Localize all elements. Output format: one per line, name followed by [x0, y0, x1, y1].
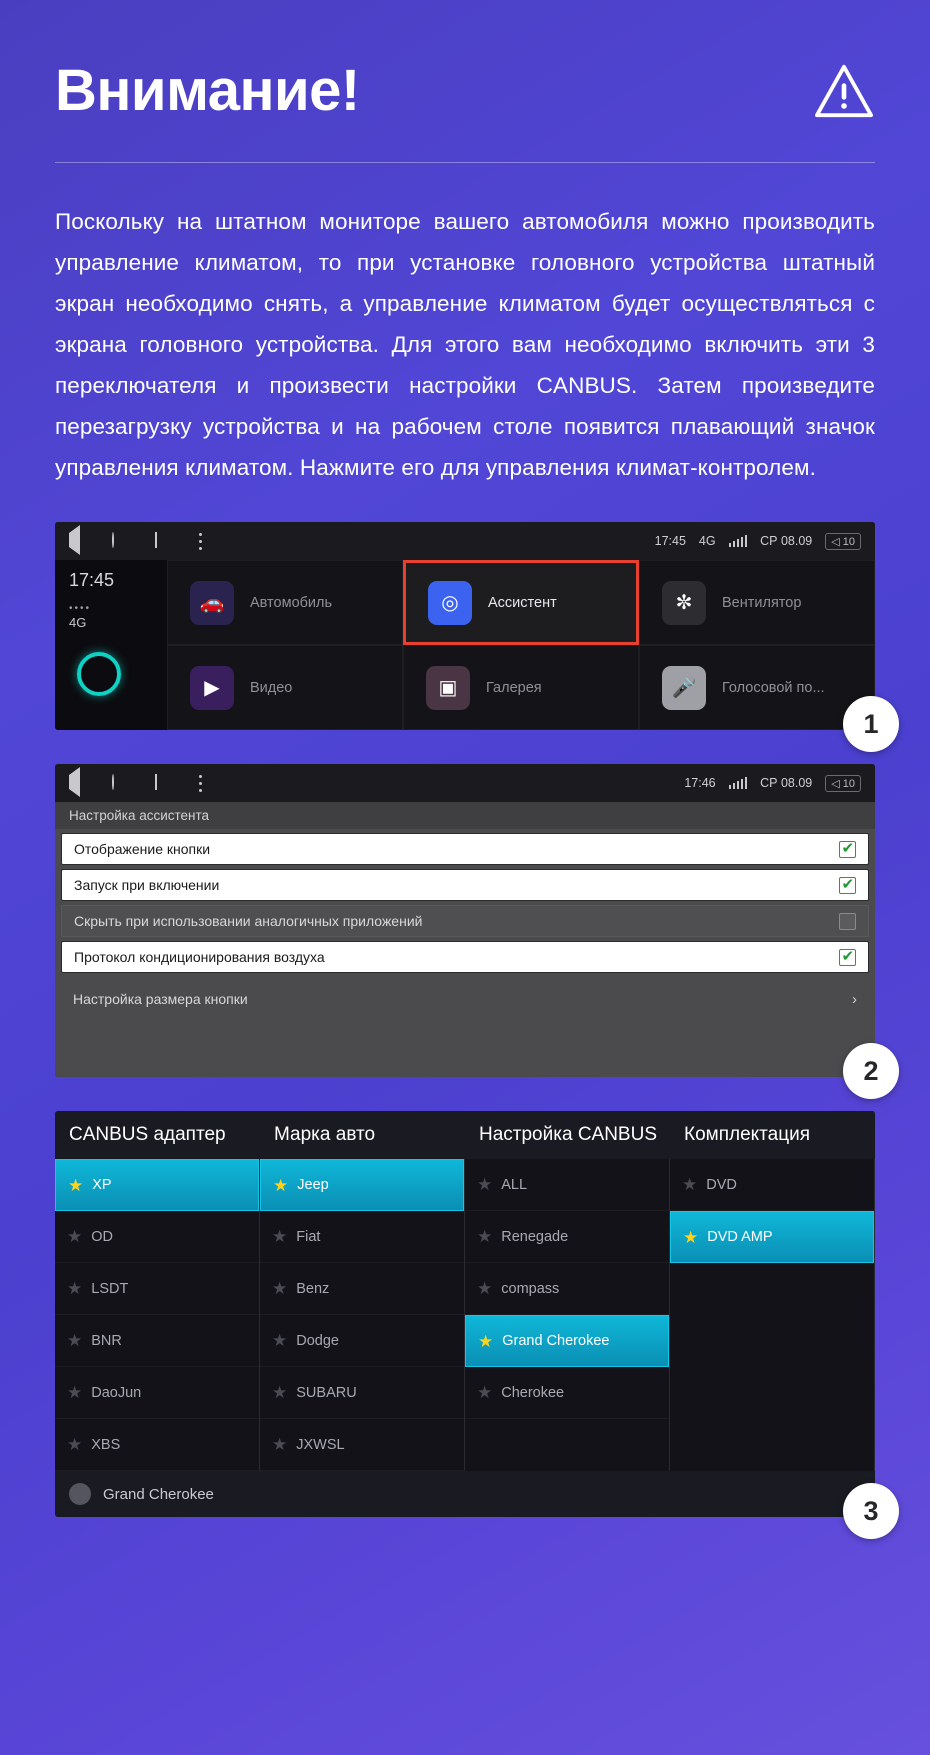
tile-avtomobil[interactable] — [167, 560, 403, 645]
sidebar-clock: 17:45 — [69, 570, 115, 590]
list-item[interactable] — [465, 1211, 669, 1263]
fan-icon: ✼ — [662, 581, 706, 625]
tile-assistent[interactable] — [403, 560, 639, 645]
list-item-label: compass — [501, 1280, 560, 1297]
recents-icon[interactable] — [155, 775, 172, 792]
list-item-label: XBS — [91, 1436, 121, 1453]
list-item[interactable] — [465, 1367, 669, 1419]
star-icon: ★ — [67, 1331, 83, 1350]
star-icon: ★ — [68, 1175, 84, 1195]
list-item[interactable] — [465, 1315, 669, 1367]
back-icon[interactable] — [69, 775, 86, 792]
launcher-sidebar — [55, 560, 167, 730]
list-item[interactable] — [465, 1159, 669, 1211]
tile-label: Вентилятор — [722, 594, 802, 611]
list-item[interactable] — [260, 1315, 464, 1367]
list-item[interactable] — [55, 1211, 259, 1263]
star-icon: ★ — [67, 1279, 83, 1298]
list-item[interactable] — [55, 1159, 259, 1211]
tile-golosovoy-poisk[interactable] — [639, 645, 875, 730]
list-item-label: OD — [91, 1228, 113, 1245]
star-icon: ★ — [477, 1383, 493, 1402]
tile-label: Видео — [250, 679, 293, 696]
list-item-label: DaoJun — [91, 1384, 142, 1401]
recents-icon[interactable] — [155, 533, 172, 550]
sidebar-signal: •••• — [69, 603, 92, 614]
step-badge-3: 3 — [843, 1483, 899, 1539]
screenshot-assistant-settings — [55, 764, 879, 1086]
canbus-column-adapter — [55, 1159, 260, 1471]
overflow-menu-icon[interactable] — [198, 533, 202, 550]
column-header-canbus-setting: Настройка CANBUS — [479, 1124, 657, 1145]
tile-label: Ассистент — [488, 594, 557, 611]
list-item-label: XP — [92, 1177, 112, 1193]
setting-label: Скрыть при использовании аналогичных приложений — [74, 913, 423, 929]
car-icon: 🚗 — [190, 581, 234, 625]
canbus-columns — [55, 1159, 875, 1471]
tile-label: Автомобиль — [250, 594, 333, 611]
list-item[interactable] — [465, 1263, 669, 1315]
list-item[interactable] — [260, 1159, 464, 1211]
step-badge-1: 1 — [843, 696, 899, 752]
list-item-label: JXWSL — [296, 1436, 345, 1453]
star-icon: ★ — [682, 1175, 698, 1194]
home-icon[interactable] — [112, 775, 129, 792]
list-item[interactable] — [55, 1315, 259, 1367]
list-item[interactable] — [55, 1367, 259, 1419]
settings-section-title: Настройка ассистента — [55, 802, 875, 829]
statusbar-time: 17:45 — [654, 534, 686, 548]
list-item-label: DVD — [706, 1176, 737, 1193]
tile-label: Галерея — [486, 679, 542, 696]
page-title: Внимание! — [55, 58, 360, 123]
chevron-right-icon: › — [852, 990, 857, 1008]
column-header-brand: Марка авто — [274, 1124, 376, 1145]
sidebar-network: 4G — [69, 615, 87, 630]
checkbox[interactable] — [839, 877, 856, 894]
list-item-label: BNR — [91, 1332, 122, 1349]
list-item-label: Renegade — [501, 1228, 569, 1245]
setting-row-display-button[interactable] — [61, 833, 869, 865]
launcher-body — [55, 560, 875, 730]
list-item[interactable] — [55, 1419, 259, 1471]
star-icon: ★ — [67, 1227, 83, 1246]
star-icon: ★ — [478, 1331, 494, 1351]
star-icon: ★ — [272, 1331, 288, 1350]
canbus-footer — [55, 1471, 875, 1517]
star-icon: ★ — [272, 1435, 288, 1454]
setting-label: Запуск при включении — [74, 877, 220, 893]
tile-label: Голосовой по... — [722, 679, 825, 696]
setting-label: Протокол кондиционирования воздуха — [74, 949, 325, 965]
settings-list — [55, 802, 875, 1077]
statusbar-2 — [55, 764, 875, 802]
setting-label: Настройка размера кнопки — [73, 991, 248, 1007]
star-icon: ★ — [477, 1279, 493, 1298]
list-item-label: DVD AMP — [707, 1229, 773, 1245]
video-icon: ▶ — [190, 666, 234, 710]
statusbar-network: 4G — [698, 534, 716, 548]
signal-icon — [729, 535, 748, 547]
star-icon: ★ — [272, 1383, 288, 1402]
setting-label: Отображение кнопки — [74, 841, 211, 857]
body-paragraph: Поскольку на штатном мониторе вашего автомобиля можно производить управление климатом, то при установке головного устройства штатный экран необходимо снять, а управление климатом будет осуществляться с экрана головного устройства. Для этого вам необходимо включить эти 3 переключателя и произвести настройки CANBUS. Затем произведите перезагрузку устройства и на рабочем столе появится плавающий значок управления климатом. Нажмите его для управления климат-контролем. — [55, 209, 875, 480]
star-icon: ★ — [683, 1227, 699, 1247]
signal-icon — [729, 777, 748, 789]
star-icon: ★ — [67, 1435, 83, 1454]
voice-ring-icon[interactable] — [77, 652, 121, 696]
star-icon: ★ — [67, 1383, 83, 1402]
list-item-label: Fiat — [296, 1228, 321, 1245]
list-item-label: Cherokee — [501, 1384, 565, 1401]
tile-ventilyator[interactable] — [639, 560, 875, 645]
canbus-header-row — [55, 1111, 875, 1159]
assistant-icon: ◎ — [428, 581, 472, 625]
microphone-icon: 🎤 — [662, 666, 706, 710]
list-item[interactable] — [670, 1211, 874, 1263]
globe-icon — [69, 1483, 91, 1505]
statusbar-date: СР 08.09 — [760, 776, 813, 790]
canbus-column-trim — [670, 1159, 875, 1471]
setting-row-ac-protocol[interactable] — [61, 941, 869, 973]
canbus-column-brand — [260, 1159, 465, 1471]
screenshot-canbus — [55, 1111, 879, 1526]
warning-triangle-icon — [813, 62, 875, 120]
screenshot-launcher — [55, 522, 879, 739]
tile-video[interactable] — [167, 645, 403, 730]
list-item[interactable] — [260, 1263, 464, 1315]
step-badge-2: 2 — [843, 1043, 899, 1099]
volume-indicator[interactable]: ◁ 10 — [825, 533, 861, 550]
list-item-label: Benz — [296, 1280, 330, 1297]
star-icon: ★ — [272, 1279, 288, 1298]
list-item[interactable] — [55, 1263, 259, 1315]
home-icon[interactable] — [112, 533, 129, 550]
setting-row-button-size[interactable] — [61, 983, 869, 1015]
list-item-label: LSDT — [91, 1280, 129, 1297]
canbus-column-model — [465, 1159, 670, 1471]
setting-row-hide-similar-apps[interactable] — [61, 905, 869, 937]
list-item[interactable] — [260, 1211, 464, 1263]
list-item-label: Grand Cherokee — [502, 1333, 610, 1349]
list-item-label: Dodge — [296, 1332, 339, 1349]
list-item-label: ALL — [501, 1176, 528, 1193]
launcher-tiles — [167, 560, 875, 730]
star-icon: ★ — [477, 1175, 493, 1194]
list-item[interactable] — [260, 1367, 464, 1419]
column-header-adapter: CANBUS адаптер — [69, 1124, 226, 1145]
checkbox[interactable] — [839, 841, 856, 858]
star-icon: ★ — [477, 1227, 493, 1246]
list-item[interactable] — [670, 1159, 874, 1211]
overflow-menu-icon[interactable] — [198, 775, 202, 792]
star-icon: ★ — [273, 1175, 289, 1195]
header — [55, 52, 875, 123]
list-item-label: Jeep — [297, 1177, 329, 1193]
statusbar-date: СР 08.09 — [760, 534, 813, 548]
setting-row-start-on-boot[interactable] — [61, 869, 869, 901]
checkbox[interactable] — [839, 913, 856, 930]
statusbar-1 — [55, 522, 875, 560]
back-icon[interactable] — [69, 533, 86, 550]
gallery-icon: ▣ — [426, 666, 470, 710]
star-icon: ★ — [272, 1227, 288, 1246]
volume-indicator[interactable]: ◁ 10 — [825, 775, 861, 792]
column-header-trim: Комплектация — [684, 1124, 811, 1145]
header-divider — [55, 162, 875, 163]
selected-model-label: Grand Cherokee — [103, 1485, 214, 1503]
list-item-label: SUBARU — [296, 1384, 357, 1401]
checkbox[interactable] — [839, 949, 856, 966]
list-item[interactable] — [260, 1419, 464, 1471]
tile-galereya[interactable] — [403, 645, 639, 730]
statusbar-time: 17:46 — [684, 776, 716, 790]
